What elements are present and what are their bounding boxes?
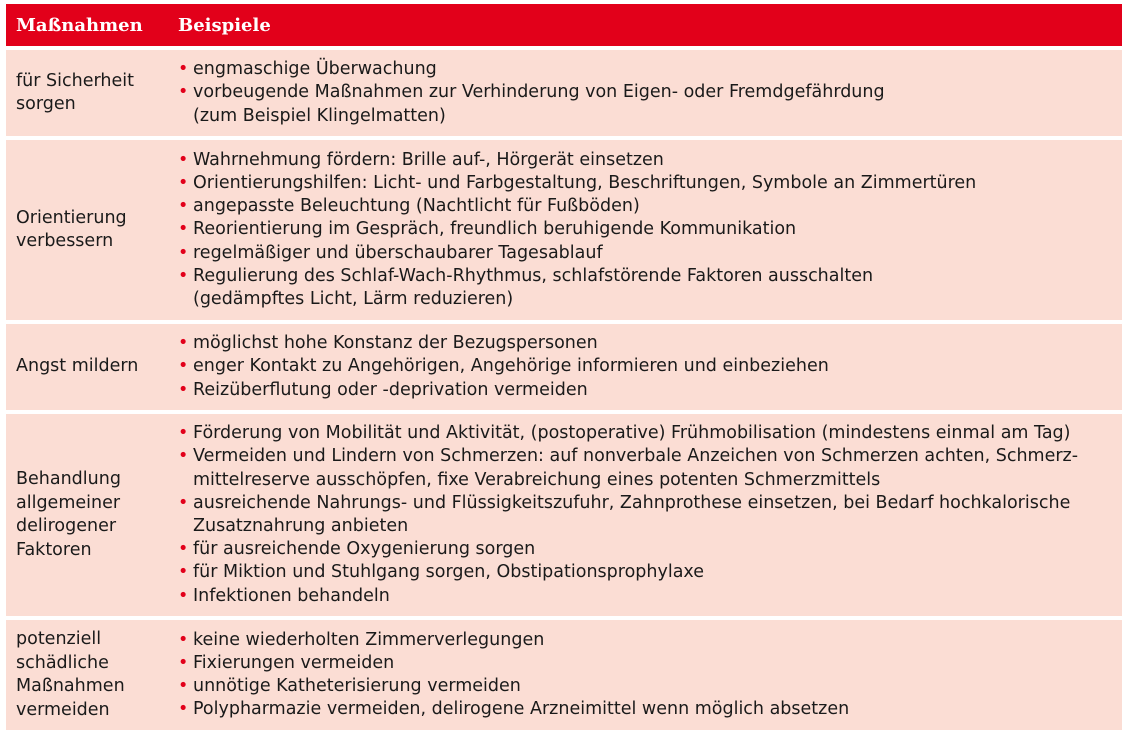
measure-label-line: potenziell [16, 629, 102, 649]
list-item-text: keine wiederholten Zimmerverlegungen [193, 629, 545, 650]
bullet-icon: • [178, 356, 189, 377]
list-item-text: mittelreserve ausschöpfen, fixe Verabreichung eines potenten Schmerzmittels [193, 469, 881, 490]
list-item-text: (gedämpftes Licht, Lärm reduzieren) [193, 289, 514, 309]
header-examples: Beispiele [178, 14, 271, 36]
list-item-text: enger Kontakt zu Angehörigen, Angehörige informieren und einbeziehen [193, 356, 829, 377]
list-item-text: engmaschige Überwachung [193, 59, 437, 80]
measure-label-line: delirogener [16, 516, 117, 536]
measure-label-line: vermeiden [16, 699, 110, 720]
list-item-text: (zum Beispiel Klingelmatten) [193, 105, 446, 126]
list-item-text: Reizüberflutung oder -deprivation vermeiden [193, 379, 588, 400]
table-row [6, 620, 1122, 730]
bullet-icon: • [178, 423, 189, 444]
list-item-text: Polypharmazie vermeiden, delirogene Arzneimittel wenn möglich absetzen [193, 699, 850, 720]
list-item-text: möglichst hohe Konstanz der Bezugspersonen [193, 333, 598, 354]
table-header [6, 4, 1122, 46]
list-item [178, 492, 1122, 538]
bullet-icon: • [178, 492, 189, 513]
measure-cell [6, 140, 166, 320]
list-item [178, 265, 1122, 311]
list-item-text: Fixierungen vermeiden [193, 652, 395, 673]
bullet-icon: • [178, 242, 189, 263]
list-item [178, 379, 1122, 402]
table-row [6, 414, 1122, 616]
bullet-icon: • [178, 446, 189, 467]
list-item-text: angepasste Beleuchtung (Nachtlicht für Fußböden) [193, 196, 640, 217]
list-item-text: vorbeugende Maßnahmen zur Verhinderung von Eigen- oder Fremdgefährdung [193, 82, 885, 103]
list-item [178, 332, 1122, 355]
table-row [6, 324, 1122, 410]
list-item-text: für Miktion und Stuhlgang sorgen, Obstipationsprophylaxe [193, 562, 705, 583]
list-item-text: ausreichende Nahrungs- und Flüssigkeitszufuhr, Zahnprothese einsetzen, bei Bedarf hochkalorische [193, 492, 1071, 513]
examples-cell [166, 324, 1122, 410]
list-item [178, 585, 1122, 608]
measure-cell [6, 414, 166, 616]
list-item [178, 172, 1122, 195]
examples-cell [166, 50, 1122, 136]
header-measures: Maßnahmen [16, 14, 143, 36]
measure-label-line: schädliche [16, 652, 109, 673]
bullet-icon: • [178, 699, 189, 720]
list-item [178, 218, 1122, 241]
list-item-text: Orientierungshilfen: Licht- und Farbgestaltung, Beschriftungen, Symbole an Zimmertüren [193, 172, 977, 193]
bullet-icon: • [178, 676, 189, 696]
bullet-icon: • [178, 59, 189, 80]
table-row [6, 50, 1122, 136]
bullet-icon: • [178, 82, 189, 103]
measure-cell [6, 324, 166, 410]
list-item-text: Wahrnehmung fördern: Brille auf-, Hörgerät einsetzen [193, 149, 664, 170]
measure-label-line: verbessern [16, 231, 114, 251]
measure-label-line: Faktoren [16, 539, 92, 560]
measure-label-line: Behandlung [16, 469, 121, 489]
measure-cell [6, 620, 166, 730]
list-item-text: Reorientierung im Gespräch, freundlich beruhigende Kommunikation [193, 219, 797, 240]
bullet-icon: • [178, 219, 189, 240]
list-item-text: Förderung von Mobilität und Aktivität, (postoperative) Frühmobilisation (mindestens einmal am Tag) [193, 423, 1071, 444]
list-item [178, 629, 1122, 652]
bullet-icon: • [178, 652, 189, 673]
examples-cell [166, 140, 1122, 320]
list-item-text: Zusatznahrung anbieten [193, 516, 409, 536]
measure-label-line: Orientierung [16, 207, 127, 228]
list-item [178, 561, 1122, 584]
measure-label-line: allgemeiner [16, 492, 121, 513]
bullet-icon: • [178, 629, 189, 650]
list-item-text: für ausreichende Oxygenierung sorgen [193, 539, 536, 560]
measure-label-line: Angst mildern [16, 356, 139, 377]
bullet-icon: • [178, 149, 189, 170]
bullet-icon: • [178, 585, 189, 606]
list-item [178, 355, 1122, 378]
measure-label-line: Maßnahmen [16, 676, 125, 696]
list-item-text: Infektionen behandeln [193, 585, 390, 606]
list-item-text: Regulierung des Schlaf-Wach-Rhythmus, schlafstörende Faktoren ausschalten [193, 265, 874, 286]
list-item [178, 195, 1122, 218]
measures-table [6, 4, 1122, 730]
list-item [178, 422, 1122, 445]
list-item-text: Vermeiden und Lindern von Schmerzen: auf nonverbale Anzeichen von Schmerzen achten, Schmerz- [193, 446, 1079, 467]
bullet-icon: • [178, 265, 189, 286]
measure-label-line: für Sicherheit [16, 70, 134, 91]
list-item [178, 58, 1122, 81]
list-item-text: regelmäßiger und überschaubarer Tagesablauf [193, 242, 603, 263]
examples-cell [166, 620, 1122, 730]
list-item [178, 652, 1122, 675]
list-item [178, 538, 1122, 561]
list-item [178, 149, 1122, 172]
list-item [178, 698, 1122, 721]
examples-cell [166, 414, 1122, 616]
list-item [178, 81, 1122, 127]
bullet-icon: • [178, 172, 189, 193]
bullet-icon: • [178, 539, 189, 560]
list-item-text: unnötige Katheterisierung vermeiden [193, 676, 521, 696]
list-item [178, 675, 1122, 698]
measure-label-line: sorgen [16, 94, 76, 114]
list-item [178, 445, 1122, 491]
measure-cell [6, 50, 166, 136]
table-row [6, 140, 1122, 320]
bullet-icon: • [178, 379, 189, 400]
bullet-icon: • [178, 562, 189, 583]
bullet-icon: • [178, 333, 189, 354]
bullet-icon: • [178, 196, 189, 217]
list-item [178, 242, 1122, 265]
